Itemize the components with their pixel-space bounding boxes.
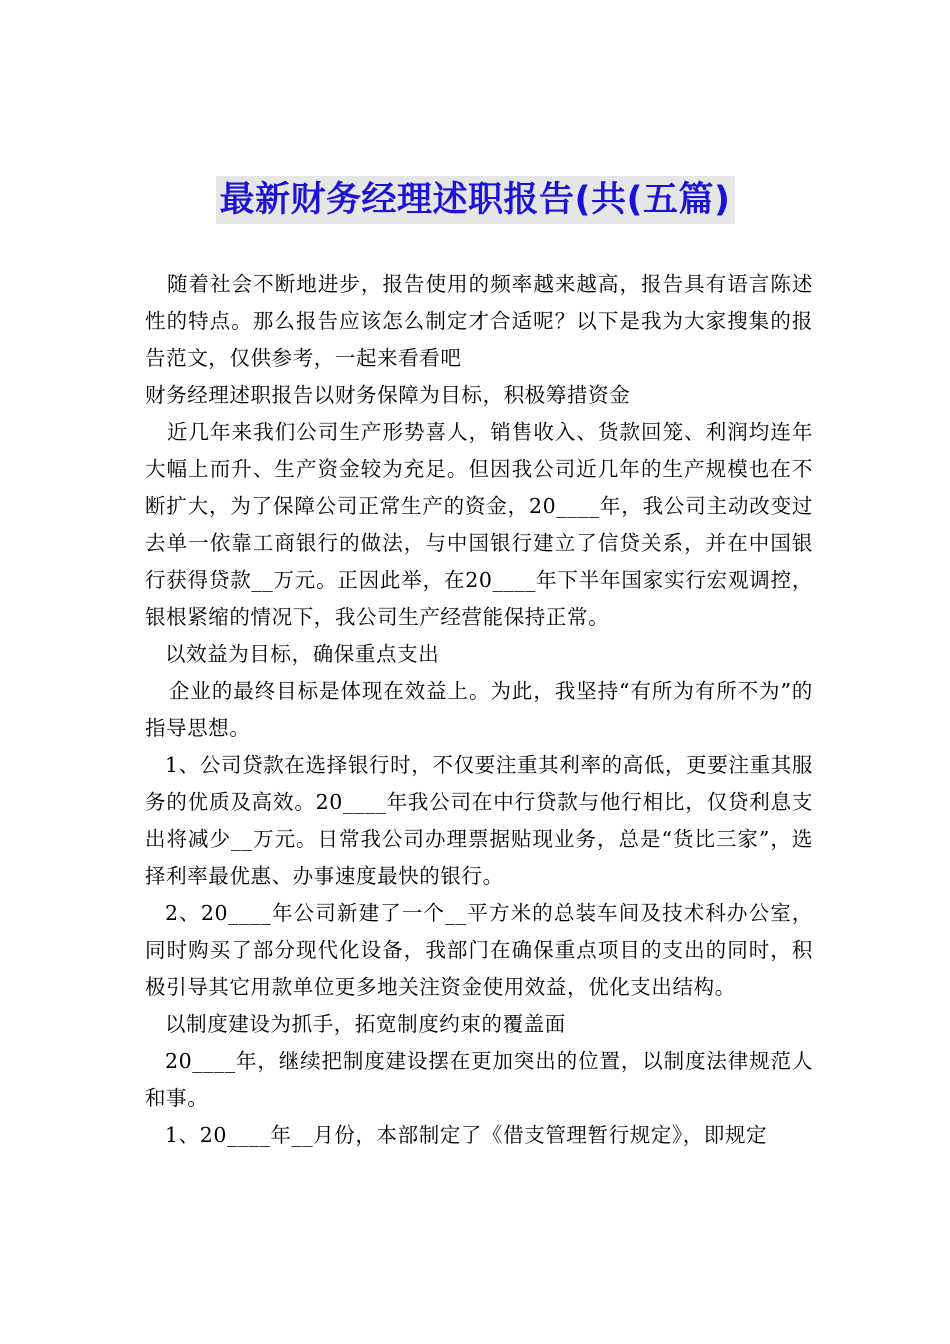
paragraph-item-1: 1、公司贷款在选择银行时，不仅要注重其利率的高低，更要注重其服务的优质及高效。20____年我公司在中行贷款与他行相比，仅贷利息支出将减少__万元。日常我公司办理票据贴现业务，总是“货比三家”，选择利率最优惠、办事速度最快的银行。 [145,753,813,888]
document-body [145,266,813,1154]
paragraph-intro: 随着社会不断地进步，报告使用的频率越来越高，报告具有语言陈述性的特点。那么报告应该怎么制定才合适呢？以下是我为大家搜集的报告范文，仅供参考，一起来看看吧 [145,272,813,370]
paragraph-efficiency: 企业的最终目标是体现在效益上。为此，我坚持“有所为有所不为”的指导思想。 [145,679,813,740]
paragraph-item-3: 1、20____年__月份，本部制定了《借支管理暂行规定》，即规定 [165,1123,768,1147]
paragraph-heading-1: 财务经理述职报告以财务保障为目标，积极筹措资金 [145,383,631,407]
paragraph-funding: 近几年来我们公司生产形势喜人，销售收入、货款回笼、利润均连年大幅上而升、生产资金较为充足。但因我公司近几年的生产规模也在不断扩大，为了保障公司正常生产的资金，20____年，我公司主动改变过去单一依靠工商银行的做法，与中国银行建立了信贷关系，并在中国银行获得贷款__万元。正因此举，在20____年下半年国家实行宏观调控，银根紧缩的情况下，我公司生产经营能保持正常。 [145,420,813,629]
paragraph-item-2: 2、20____年公司新建了一个__平方米的总装车间及技术科办公室，同时购买了部分现代化设备，我部门在确保重点项目的支出的同时，积极引导其它用款单位更多地关注资金使用效益，优化支出结构。 [145,901,813,999]
document-title: 最新财务经理述职报告(共(五篇) [216,176,735,224]
paragraph-system: 20____年，继续把制度建设摆在更加突出的位置，以制度法律规范人和事。 [145,1049,813,1110]
title-container [0,176,950,224]
paragraph-heading-3: 以制度建设为抓手，拓宽制度约束的覆盖面 [165,1012,566,1036]
paragraph-heading-2: 以效益为目标，确保重点支出 [165,642,440,666]
